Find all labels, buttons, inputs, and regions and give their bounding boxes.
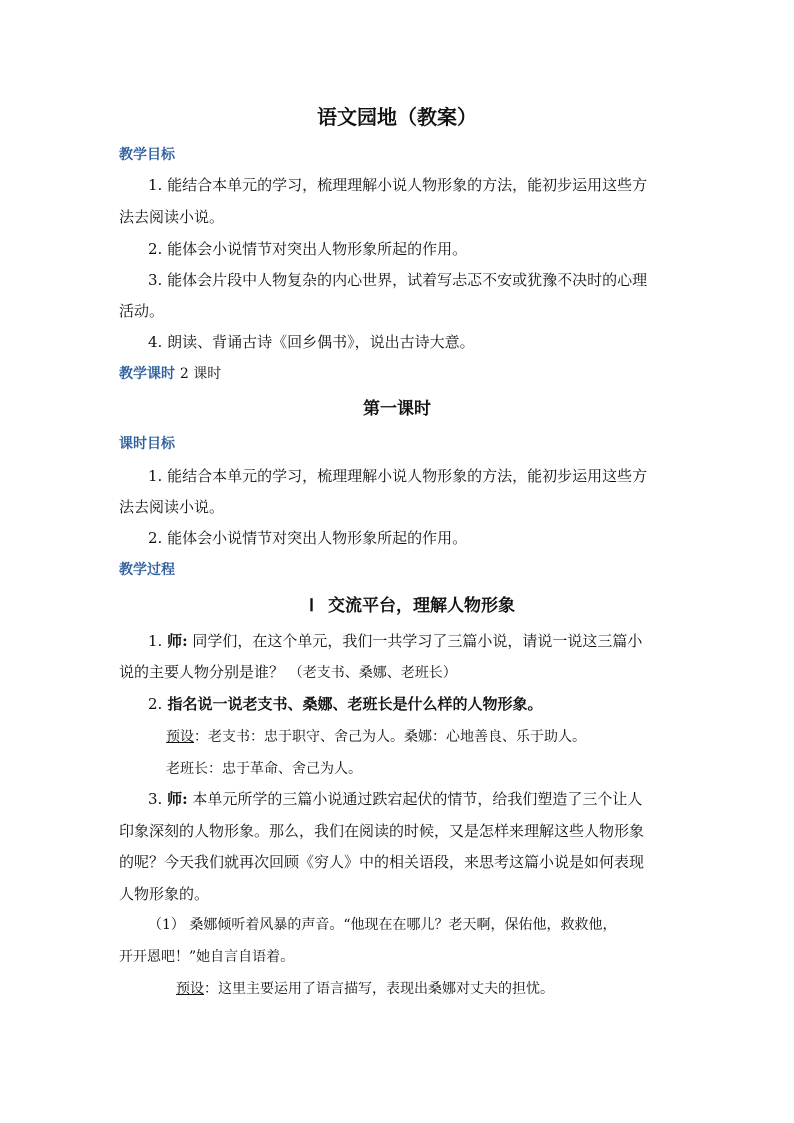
step-1-number: 1. bbox=[148, 632, 163, 650]
step-2-text: 指名说一说老支书、桑娜、老班长是什么样的人物形象。 bbox=[167, 695, 543, 713]
lesson-objective-2 bbox=[148, 528, 467, 548]
hours-value: 2 课时 bbox=[179, 366, 222, 382]
objective-2-number: 2. bbox=[148, 240, 163, 258]
step-3-number: 3. bbox=[148, 790, 163, 808]
question-1-preset-label: 预设 bbox=[176, 981, 204, 997]
objective-2 bbox=[148, 239, 467, 259]
objective-4-text: 朗读、背诵古诗《回乡偶书》，说出古诗大意。 bbox=[167, 333, 475, 351]
objective-2-text: 能体会小说情节对突出人物形象所起的作用。 bbox=[167, 240, 468, 258]
question-1-line1 bbox=[148, 915, 617, 935]
objective-1-number: 1. bbox=[148, 176, 163, 194]
step-1-answer: （老支书、桑娜、老班长） bbox=[288, 665, 457, 681]
section1-roman-numeral: Ⅰ bbox=[309, 596, 315, 615]
step-3-line2: 印象深刻的人物形象。那么，我们在阅读的时候，又是怎样来理解这些人物形象 bbox=[119, 822, 645, 840]
section1-title bbox=[0, 595, 794, 617]
hours-heading: 教学课时 bbox=[119, 366, 175, 382]
objective-3-line1 bbox=[148, 270, 647, 290]
objective-1-line1 bbox=[148, 175, 647, 195]
objective-3-text: 能体会片段中人物复杂的内心世界，试着写忐忑不安或犹豫不决时的心理 bbox=[167, 271, 648, 289]
step-2-preset-text: ：老支书：忠于职守、舍己为人。桑娜：心地善良、乐于助人。 bbox=[194, 729, 586, 745]
step-2-preset-line1 bbox=[166, 727, 586, 747]
question-1-line2: 开开恩吧！”她自言自语着。 bbox=[119, 949, 295, 965]
step-1-text: 同学们，在这个单元，我们一共学习了三篇小说，请说一说这三篇小 bbox=[192, 632, 643, 650]
step-2-preset-line2: 老班长：忠于革命、舍己为人。 bbox=[166, 761, 362, 777]
question-1-text: 桑娜倾听着风暴的声音。“他现在在哪儿？老天啊，保佑他，救救他， bbox=[189, 917, 617, 933]
step-3-teacher-label: 师: bbox=[167, 790, 188, 808]
step-3-text: 本单元所学的三篇小说通过跌宕起伏的情节，给我们塑造了三个让人 bbox=[192, 790, 643, 808]
lesson-objective-2-number: 2. bbox=[148, 529, 163, 547]
step-2-number: 2. bbox=[148, 695, 163, 713]
lesson-objective-1-line2: 法去阅读小说。 bbox=[119, 498, 225, 516]
question-1-number: （1） bbox=[148, 917, 185, 933]
objectives-heading: 教学目标 bbox=[119, 147, 175, 163]
step-3-line4: 人物形象的。 bbox=[119, 885, 210, 903]
objective-4-number: 4. bbox=[148, 333, 163, 351]
lesson-objective-2-text: 能体会小说情节对突出人物形象所起的作用。 bbox=[167, 529, 468, 547]
objective-3-number: 3. bbox=[148, 271, 163, 289]
lesson1-title: 第一课时 bbox=[363, 399, 431, 419]
objective-3-line2: 活动。 bbox=[119, 302, 165, 320]
process-heading: 教学过程 bbox=[119, 562, 175, 578]
step-2-preset-label: 预设 bbox=[166, 729, 194, 745]
question-1-preset-text: ：这里主要运用了语言描写，表现出桑娜对丈夫的担忧。 bbox=[204, 981, 554, 997]
section1-title-text: 交流平台，理解人物形象 bbox=[327, 596, 515, 616]
question-1-preset bbox=[176, 979, 554, 999]
step-3-line1 bbox=[148, 789, 642, 809]
lesson-objectives-heading: 课时目标 bbox=[119, 436, 175, 452]
lesson-objective-1-number: 1. bbox=[148, 467, 163, 485]
objective-1-line2: 法去阅读小说。 bbox=[119, 208, 225, 226]
step-1-line1 bbox=[148, 631, 642, 651]
step-3-line3: 的呢？今天我们就再次回顾《穷人》中的相关语段，来思考这篇小说是如何表现 bbox=[119, 853, 645, 871]
lesson-objective-1-line1 bbox=[148, 466, 647, 486]
step-1-question: 说的主要人物分别是谁？ bbox=[119, 663, 285, 681]
step-2 bbox=[148, 694, 543, 714]
lesson-objective-1-text: 能结合本单元的学习，梳理理解小说人物形象的方法，能初步运用这些方 bbox=[167, 467, 648, 485]
document-title: 语文园地（教案） bbox=[317, 105, 477, 129]
step-1-line2 bbox=[119, 662, 457, 683]
hours-row bbox=[119, 364, 221, 384]
objective-4 bbox=[148, 332, 475, 352]
step-1-teacher-label: 师: bbox=[167, 632, 188, 650]
objective-1-text: 能结合本单元的学习，梳理理解小说人物形象的方法，能初步运用这些方 bbox=[167, 176, 648, 194]
